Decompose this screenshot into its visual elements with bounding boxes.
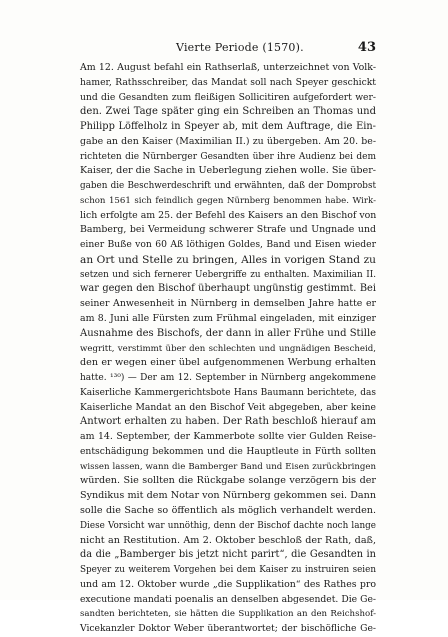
- text-line: solle die Sache so öffentlich als möglich verhandelt werden.: [80, 504, 376, 516]
- text-line: an Ort und Stelle zu bringen, Alles in vorigen Stand zu: [80, 253, 376, 266]
- text-line: nicht an Restitution. Am 2. Oktober beschloß der Rath, daß,: [80, 534, 376, 546]
- text-line: würden. Sie sollten die Rückgabe solange verzögern bis der: [80, 475, 376, 487]
- text-line: Diese Vorsicht war unnöthig, denn der Bischof dachte noch lange: [80, 520, 376, 531]
- text-line: wegritt, verstimmt über den schlechten und ungnädigen Bescheid,: [80, 343, 376, 354]
- text-line: lich erfolgte am 25. der Befehl des Kaisers an den Bischof von: [80, 209, 377, 221]
- text-line: sandten berichteten, sie hätten die Supplikation an den Reichshof-: [80, 609, 376, 620]
- text-line: richteten die Nürnberger Gesandten über ihre Audienz bei dem: [80, 151, 376, 162]
- text-line: Am 12. August befahl ein Rathserlaß, unterzeichnet von Volk-: [80, 62, 376, 73]
- text-line: gabe an den Kaiser (Maximilian II.) zu übergeben. Am 20. be-: [80, 135, 376, 147]
- body-text: [80, 61, 376, 637]
- text-line: seiner Anwesenheit in Nürnberg in demselben Jahre hatte er: [80, 298, 376, 310]
- text-line: Speyer zu weiterem Vorgehen bei dem Kaiser zu instruiren seien: [80, 565, 376, 576]
- text-line: Philipp Löffelholz in Speyer ab, mit dem Auftrage, die Ein-: [80, 121, 376, 133]
- text-line: den. Zwei Tage später ging ein Schreiben an Thomas und: [80, 106, 376, 118]
- running-head: Vierte Periode (1570).: [176, 41, 304, 54]
- page-number: 43: [357, 40, 376, 55]
- text-line: Kaiserliche Mandat an den Bischof Veit abgegeben, aber keine: [80, 401, 376, 413]
- text-line: hamer, Rathsschreiber, das Mandat soll nach Speyer geschickt: [80, 76, 376, 88]
- text-line: executione mandati poenalis an denselben abgesendet. Die Ge-: [80, 593, 376, 605]
- text-line: Ausnahme des Bischofs, der dann in aller Frühe und Stille: [80, 327, 377, 339]
- text-line: Kaiser, der die Sache in Ueberlegung ziehen wolle. Sie über-: [80, 165, 377, 177]
- text-line: Kaiserliche Kammergerichtsbote Hans Baumann berichtete, das: [80, 387, 376, 398]
- text-line: den er wegen einer übel aufgenommenen Werbung erhalten: [80, 357, 376, 369]
- text-line: einer Buße von 60 Aß löthigen Goldes, Band und Eisen wieder: [80, 239, 376, 251]
- text-line: Vicekanzler Doktor Weber überantwortet; der bischöfliche Ge-: [80, 623, 376, 635]
- text-line: war gegen den Bischof überhaupt ungünstig gestimmt. Bei: [80, 283, 376, 295]
- text-line: Bamberg, bei Vermeidung schwerer Strafe und Ungnade und: [80, 224, 376, 236]
- text-line: schon 1561 sich feindlich gegen Nürnberg benommen habe. Wirk-: [80, 195, 376, 206]
- text-line: gaben die Beschwerdeschrift und erwähnten, daß der Domprobst: [80, 181, 376, 192]
- text-line: da die „Bamberger bis jetzt nicht parirt“, die Gesandten in: [80, 549, 376, 561]
- text-line: und am 12. Oktober wurde „die Supplikation“ des Rathes pro: [80, 578, 376, 590]
- text-line: Antwort erhalten zu haben. Der Rath beschloß hierauf am: [80, 416, 376, 428]
- text-line: entschädigung bekommen und die Hauptleute in Fürth sollten: [80, 445, 376, 457]
- text-line: am 8. Juni alle Fürsten zum Frühmal eingeladen, mit einziger: [80, 313, 376, 325]
- text-line: und die Gesandten zum fleißigen Sollicitiren aufgefordert wer-: [80, 91, 376, 103]
- text-line: hatte. ¹³⁰) — Der am 12. September in Nürnberg angekommene: [80, 373, 376, 384]
- text-line: am 14. September, der Kammerbote sollte vier Gulden Reise-: [80, 431, 376, 443]
- text-line: wissen lassen, wann die Bamberger Band und Eisen zurückbringen: [80, 461, 376, 472]
- page-header: [80, 40, 376, 58]
- text-line: setzen und sich fernerer Uebergriffe zu enthalten. Maximilian II.: [80, 269, 376, 280]
- text-line: Syndikus mit dem Notar von Nürnberg gekommen sei. Dann: [80, 490, 376, 502]
